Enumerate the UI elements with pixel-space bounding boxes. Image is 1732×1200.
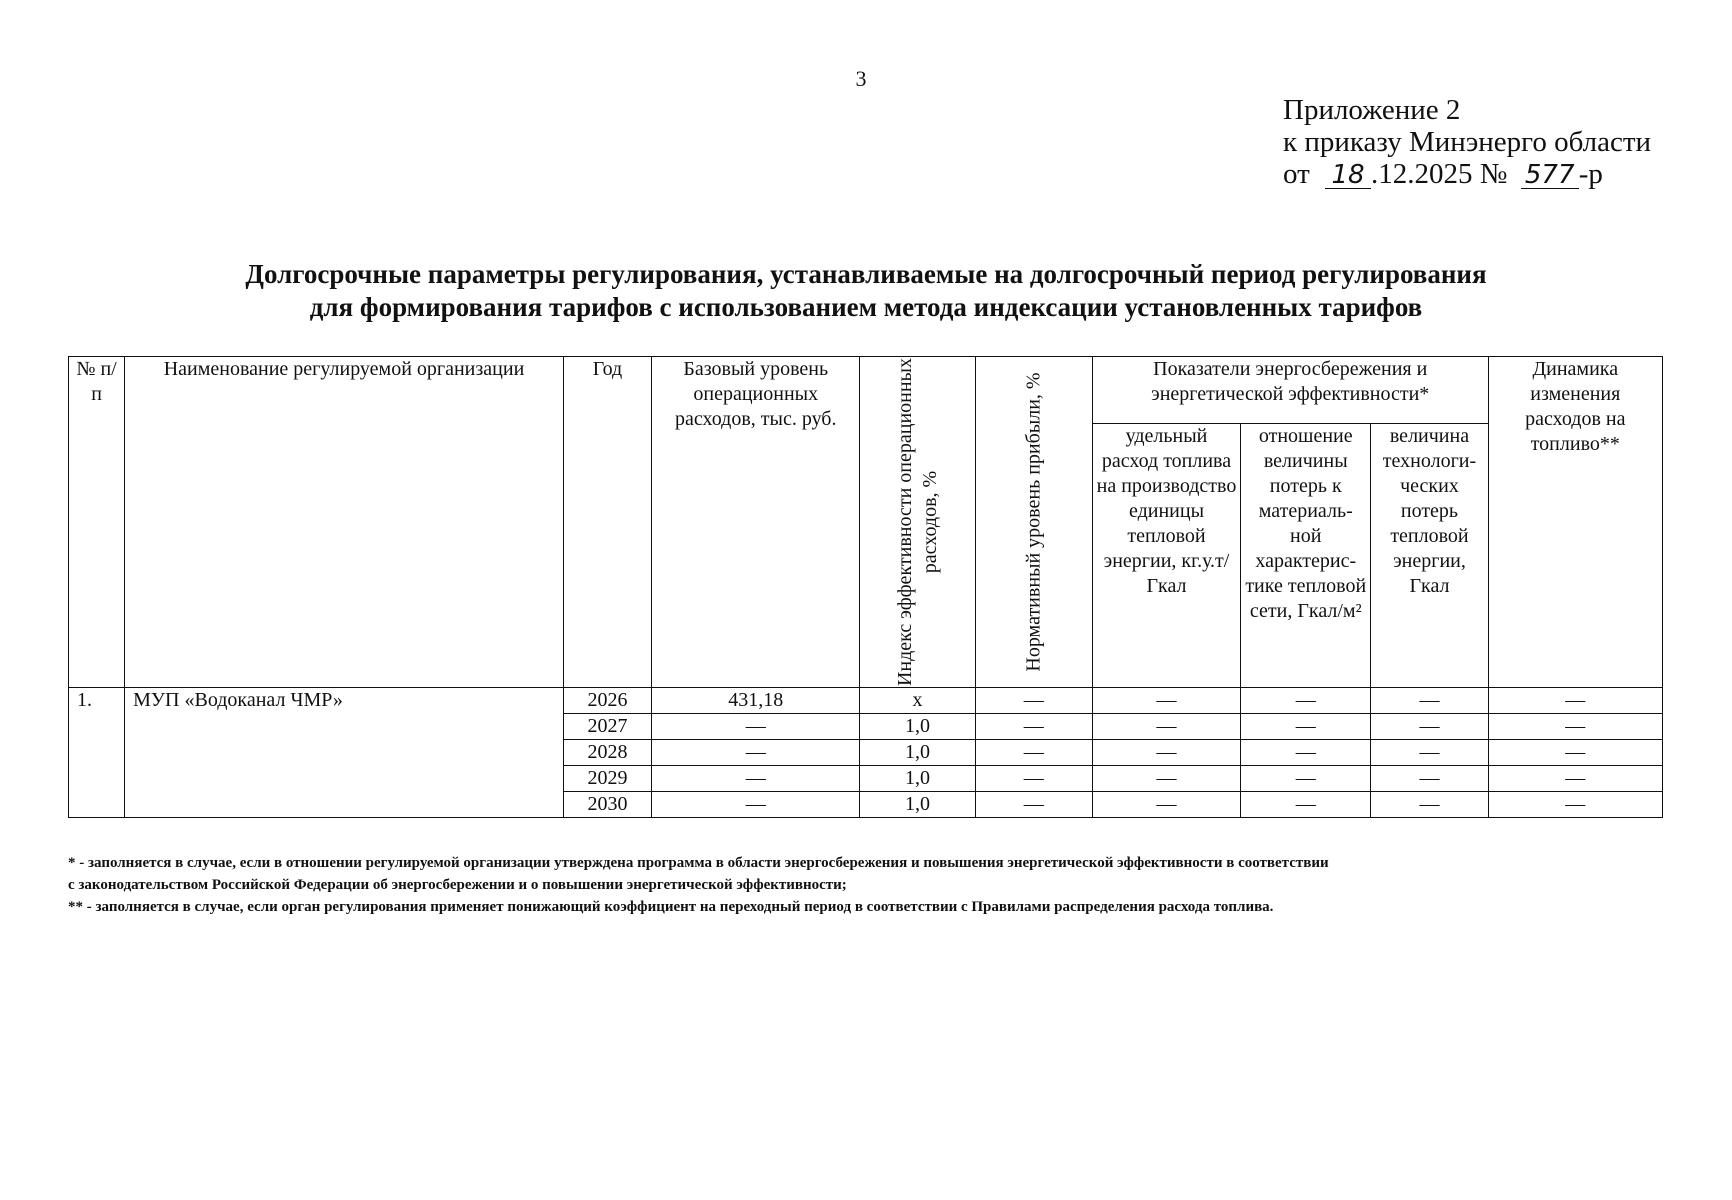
cell-dynamics: — [1488,792,1662,818]
cell-year: 2029 [563,766,651,792]
cell-fuel-rate: — [1092,688,1240,714]
efficiency-index-label: Индекс эффективности операционных расходов, % [893,358,941,687]
header-loss-ratio: отношение величины потерь к материаль-ной характерис-тике тепловой сети, Гкал/м² [1241,423,1371,687]
cell-loss-ratio: — [1241,766,1371,792]
cell-dynamics: — [1488,714,1662,740]
cell-fuel-rate: — [1092,714,1240,740]
cell-year: 2030 [563,792,651,818]
cell-dynamics: — [1488,740,1662,766]
header-energy-group: Показатели энергосбережения и энергетической эффективности* [1092,357,1488,424]
cell-dynamics: — [1488,688,1662,714]
appendix-date-line [1283,158,1651,190]
cell-index: 1,0 [860,714,975,740]
cell-tech-losses: — [1371,714,1488,740]
header-fuel-rate: удельный расход топлива на производство единицы тепловой энергии, кг.у.т/Гкал [1092,423,1240,687]
cell-base: — [652,714,860,740]
title-line-2: для формирования тарифов с использованием метода индексации установленных тарифов [309,292,1423,322]
cell-profit: — [975,688,1092,714]
header-efficiency-index [860,357,975,688]
cell-profit: — [975,766,1092,792]
appendix-line-2: к приказу Минэнерго области [1283,126,1652,158]
footnote-1-line-1: * - заполняется в случае, если в отношении регулируемой организации утверждена программа в области энергосбережения и повышения энергетической эффективности в соответствии [68,855,1329,871]
page-number: 3 [855,66,867,91]
cell-base: — [652,792,860,818]
header-base-level: Базовый уровень операционных расходов, тыс. руб. [652,357,860,688]
cell-loss-ratio: — [1241,688,1371,714]
date-rest: .12.2025 № [1371,158,1508,190]
header-profit-level [975,357,1092,688]
cell-base: — [652,766,860,792]
footnote-2: ** - заполняется в случае, если орган регулирования применяет понижающий коэффициент на переходный период в соответствии с Правилами распределения расхода топлива. [68,899,1274,915]
cell-index: х [860,688,975,714]
header-year: Год [563,357,651,688]
cell-base: — [652,740,860,766]
cell-fuel-rate: — [1092,740,1240,766]
cell-index: 1,0 [860,766,975,792]
header-org-name: Наименование регулируемой организации [125,357,564,688]
cell-fuel-rate: — [1092,766,1240,792]
cell-loss-ratio: — [1241,792,1371,818]
title-line-1: Долгосрочные параметры регулирования, устанавливаемые на долгосрочный период регулирования [245,259,1487,289]
org-number: 1. [69,688,125,818]
cell-index: 1,0 [860,740,975,766]
cell-loss-ratio: — [1241,740,1371,766]
parameters-table [68,356,1663,818]
org-name: МУП «Водоканал ЧМР» [125,688,564,818]
footnotes [68,852,1668,918]
cell-tech-losses: — [1371,792,1488,818]
cell-tech-losses: — [1371,688,1488,714]
cell-year: 2027 [563,714,651,740]
footnote-1-line-2: с законодательством Российской Федерации об энергосбережении и о повышении энергетической эффективности; [68,877,847,893]
cell-year: 2026 [563,688,651,714]
header-num: № п/п [69,357,125,688]
cell-index: 1,0 [860,792,975,818]
cell-profit: — [975,740,1092,766]
cell-dynamics: — [1488,766,1662,792]
cell-fuel-rate: — [1092,792,1240,818]
appendix-line-1: Приложение 2 [1283,94,1461,126]
cell-profit: — [975,714,1092,740]
order-day: 18 [1325,162,1371,189]
cell-tech-losses: — [1371,766,1488,792]
order-number: 577 [1521,162,1579,189]
cell-profit: — [975,792,1092,818]
cell-year: 2028 [563,740,651,766]
cell-tech-losses: — [1371,740,1488,766]
header-fuel-dynamics: Динамика изменения расходов на топливо** [1488,357,1662,688]
profit-level-label: Нормативный уровень прибыли, % [1022,372,1045,672]
cell-base: 431,18 [652,688,860,714]
header-tech-losses: величина технологи-ческих потерь тепловой энергии, Гкал [1371,423,1488,687]
cell-loss-ratio: — [1241,714,1371,740]
order-number-suffix: -р [1578,158,1603,190]
table-row [69,688,1663,714]
appendix-header [1283,94,1651,190]
date-prefix: от [1283,158,1310,190]
document-title [60,258,1672,324]
